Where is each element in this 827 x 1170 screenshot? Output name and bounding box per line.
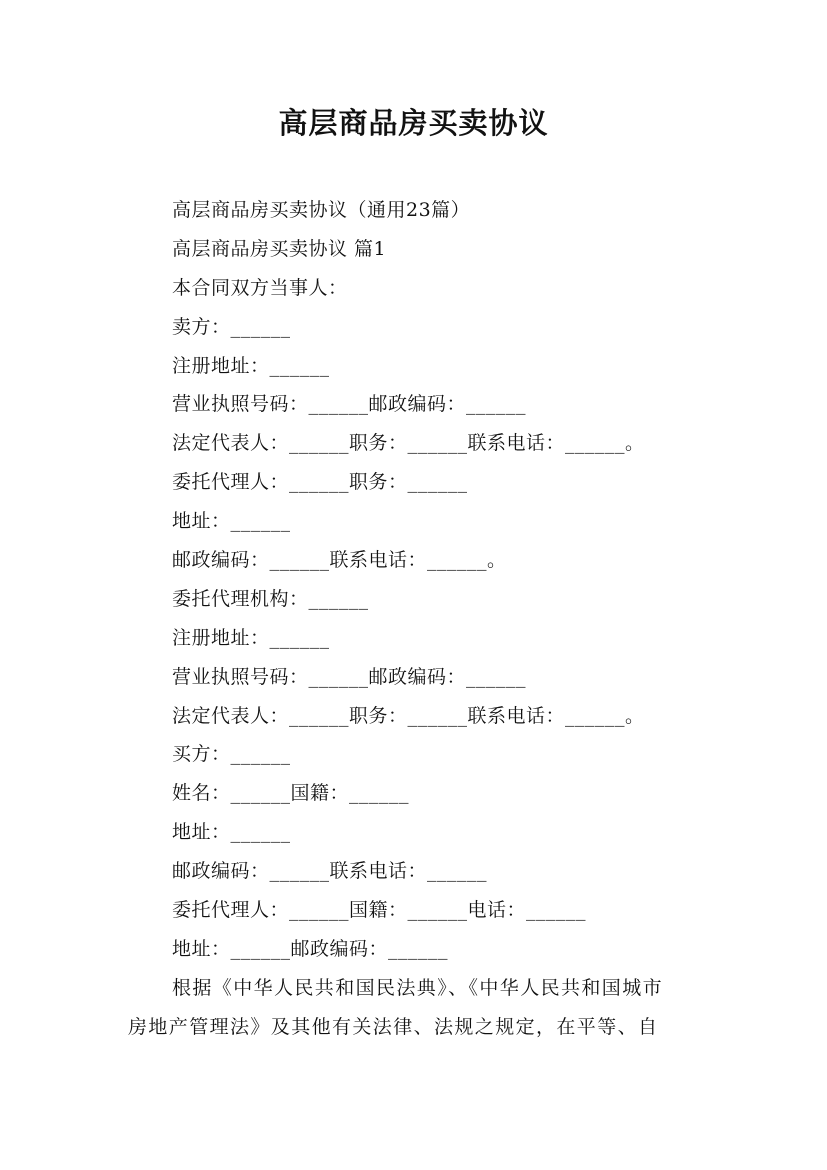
body-line: 注册地址：______ [172, 626, 330, 649]
body-line: 地址：______ [172, 510, 291, 533]
document-title: 高层商品房买卖协议 [278, 106, 549, 140]
body-line: 营业执照号码：______邮政编码：______ [172, 665, 527, 688]
paragraph-continuation: 房地产管理法》及其他有关法律、法规之规定，在平等、自 [128, 1015, 659, 1038]
body-line: 卖方：______ [172, 315, 291, 338]
body-line: 委托代理机构：______ [172, 587, 369, 610]
body-line: 买方：______ [172, 743, 291, 766]
body-line: 注册地址：______ [172, 354, 330, 377]
body-line: 本合同双方当事人： [172, 276, 348, 299]
paragraph-start: 根据《中华人民共和国民法典》、《中华人民共和国城市 [172, 976, 664, 999]
body-line: 委托代理人：______职务：______ [172, 471, 468, 494]
body-line: 营业执照号码：______邮政编码：______ [172, 393, 527, 416]
body-line: 委托代理人：______国籍：______电话：______ [172, 899, 587, 922]
body-line: 地址：______邮政编码：______ [172, 937, 449, 960]
body-line: 邮政编码：______联系电话：______ [172, 860, 488, 883]
body-line: 法定代表人：______职务：______联系电话：______。 [172, 432, 645, 455]
body-line: 法定代表人：______职务：______联系电话：______。 [172, 704, 645, 727]
document-body [128, 191, 708, 1047]
body-line: 高层商品房买卖协议（通用23篇） [172, 199, 471, 221]
body-line: 姓名：______国籍：______ [172, 782, 410, 805]
body-line: 地址：______ [172, 821, 291, 844]
body-line: 高层商品房买卖协议 篇1 [172, 237, 387, 260]
body-line: 邮政编码：______联系电话：______。 [172, 549, 507, 572]
